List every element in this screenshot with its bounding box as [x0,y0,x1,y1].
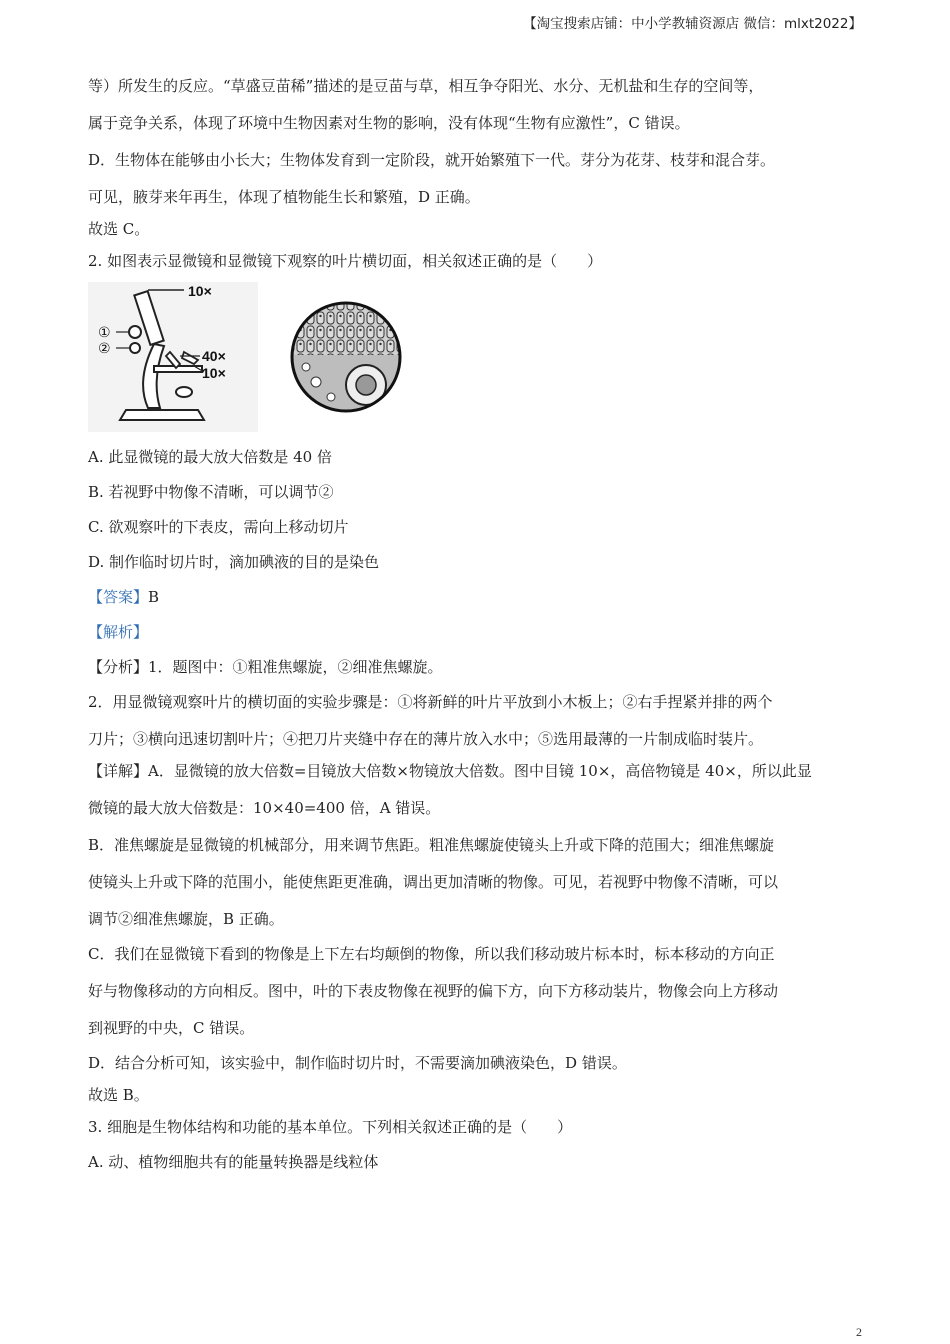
document-body [88,76,868,1172]
text-line: 好与物像移动的方向相反。图中，叶的下表皮物像在视野的偏下方，向下方移动装片，物像会向上方移动 [88,982,779,1000]
text-line: 到视野的中央，C 错误。 [88,1019,255,1037]
text-line: D．生物体在能够由小长大；生物体发育到一定阶段，就开始繁殖下一代。芽分为花芽、枝芽和混合芽。 [88,151,776,169]
answer-line [88,587,868,607]
text-line: 属于竞争关系，体现了环境中生物因素对生物的影响，没有体现“生物有应激性”，C 错误。 [88,114,690,132]
eyepiece-label: 10× [188,283,212,299]
answer-value: B [148,588,160,606]
text-line: C．我们在显微镜下看到的物像是上下左右均颠倒的物像，所以我们移动玻片标本时，标本移动的方向正 [88,945,775,963]
answer-tag: 【答案】 [88,588,149,606]
text-line: 故选 B。 [88,1086,149,1104]
coarse-knob-label: ① [98,325,111,341]
text-line: 故选 C。 [88,220,150,238]
option-b: B. 若视野中物像不清晰，可以调节② [88,483,334,501]
text-line: 【详解】A．显微镜的放大倍数=目镜放大倍数×物镜放大倍数。图中目镜 10×，高倍物镜是 40×，所以此显 [88,762,812,780]
option-d: D. 制作临时切片时，滴加碘液的目的是染色 [88,553,380,571]
page-header: 【淘宝搜索店铺：中小学教辅资源店 微信：mlxt2022】 [523,16,862,32]
option-a: A. 此显微镜的最大放大倍数是 40 倍 [88,448,332,466]
page-number: 2 [856,1325,862,1339]
text-line: 等）所发生的反应。“草盛豆苗稀”描述的是豆苗与草，相互争夺阳光、水分、无机盐和生存的空间等， [88,77,764,95]
question-2-figure [88,277,868,437]
text-line: 【分析】1．题图中：①粗准焦螺旋，②细准焦螺旋。 [88,658,443,676]
text-line: B．准焦螺旋是显微镜的机械部分，用来调节焦距。粗准焦螺旋使镜头上升或下降的范围大；细准焦螺旋 [88,836,775,854]
text-line: 2．用显微镜观察叶片的横切面的实验步骤是：①将新鲜的叶片平放到小木板上；②右手捏紧并排的两个 [88,693,773,711]
fine-knob-label: ② [98,341,111,357]
text-line: 刀片；③横向迅速切割叶片；④把刀片夹缝中存在的薄片放入水中；⑤选用最薄的一片制成临时装片。 [88,730,764,748]
leaf-cross-section-view [286,297,406,417]
text-line: 微镜的最大放大倍数是：10×40=400 倍，A 错误。 [88,799,441,817]
question-3-option-a: A. 动、植物细胞共有的能量转换器是线粒体 [88,1153,379,1171]
text-line: 可见，腋芽来年再生，体现了植物能生长和繁殖，D 正确。 [88,188,480,206]
low-objective-label: 10× [202,365,226,381]
text-line: D．结合分析可知，该实验中，制作临时切片时，不需要滴加碘液染色，D 错误。 [88,1054,627,1072]
microscope-diagram [88,282,258,432]
option-c: C. 欲观察叶的下表皮，需向上移动切片 [88,518,349,536]
question-2-stem: 2. 如图表示显微镜和显微镜下观察的叶片横切面，相关叙述正确的是（ ） [88,252,603,270]
text-line: 调节②细准焦螺旋，B 正确。 [88,910,284,928]
high-objective-label: 40× [202,348,226,364]
text-line: 使镜头上升或下降的范围小，能使焦距更准确，调出更加清晰的物像。可见，若视野中物像不清晰，可以 [88,873,779,891]
analysis-tag: 【解析】 [88,623,149,641]
question-3-stem: 3. 细胞是生物体结构和功能的基本单位。下列相关叙述正确的是（ ） [88,1118,573,1136]
